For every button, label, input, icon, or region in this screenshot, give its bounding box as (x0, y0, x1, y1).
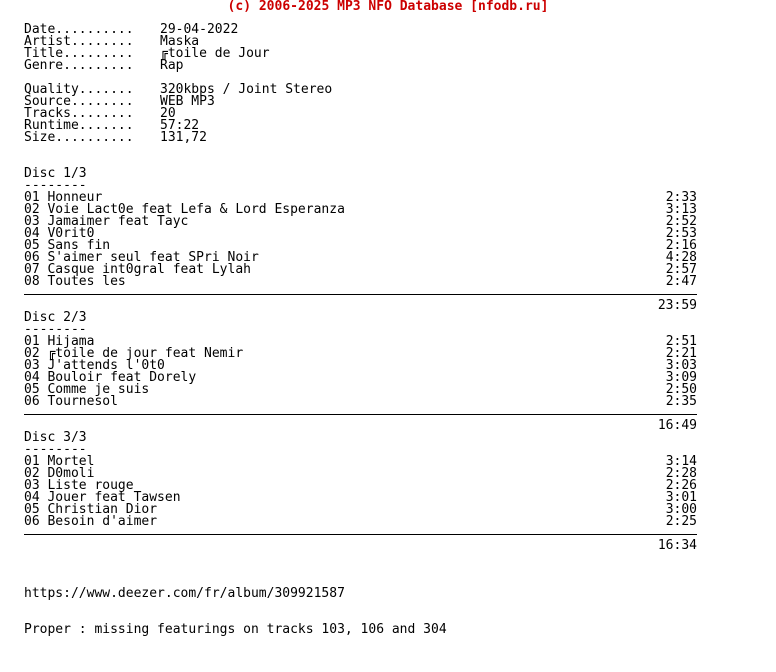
disc-total-row (24, 420, 704, 432)
nfodb-copyright-header: (c) 2006-2025 MP3 NFO Database [nfodb.ru] (227, 0, 549, 14)
info-value: 320kbps / Joint Stereo (160, 82, 333, 97)
info-key: Quality....... (24, 82, 134, 97)
track-row (24, 264, 704, 276)
track-name: 01 Mortel (24, 454, 95, 469)
track-time: 2:33 (665, 190, 697, 205)
info-row-size (24, 132, 704, 144)
track-time: 2:53 (665, 226, 697, 241)
track-name: 06 Tournesol (24, 394, 118, 409)
album-url: https://www.deezer.com/fr/album/309921587 (24, 586, 345, 601)
track-name: 05 Christian Dior (24, 502, 158, 517)
info-key: Genre......... (24, 58, 134, 73)
info-key: Date.......... (24, 22, 134, 37)
track-time: 2:57 (665, 262, 697, 277)
track-name: 02 D0moli (24, 466, 95, 481)
track-name: 08 Toutes les (24, 274, 126, 289)
track-time: 2:28 (665, 466, 697, 481)
track-name: 04 V0rit0 (24, 226, 95, 241)
disc-title: Disc 2/3 (24, 310, 87, 325)
track-name: 05 Comme je suis (24, 382, 150, 397)
track-time: 3:09 (665, 370, 697, 385)
separator-line (24, 288, 704, 300)
track-time: 3:13 (665, 202, 697, 217)
track-name: 06 S'aimer seul feat SPri Noir (24, 250, 259, 265)
track-name: 05 Sans fin (24, 238, 111, 253)
track-row (24, 276, 704, 288)
disc-title-underline: -------- (24, 322, 87, 337)
track-row (24, 396, 704, 408)
disc-total-row (24, 300, 704, 312)
info-key: Size.......... (24, 130, 134, 145)
track-time: 2:47 (665, 274, 697, 289)
track-time: 2:21 (665, 346, 697, 361)
track-name: 06 Besoin d'aimer (24, 514, 158, 529)
info-value: 57:22 (160, 118, 200, 133)
track-name: 03 Liste rouge (24, 478, 134, 493)
disc-title: Disc 1/3 (24, 166, 87, 181)
track-time: 3:01 (665, 490, 697, 505)
track-name: 07 Casque int0gral feat Lylah (24, 262, 251, 277)
info-key: Runtime....... (24, 118, 134, 133)
track-name: 04 Jouer feat Tawsen (24, 490, 181, 505)
disc-title-underline: -------- (24, 178, 87, 193)
info-value: 20 (160, 106, 176, 121)
track-time: 4:28 (665, 250, 697, 265)
info-value: 29-04-2022 (160, 22, 239, 37)
track-time: 2:26 (665, 478, 697, 493)
track-time: 2:51 (665, 334, 697, 349)
track-name: 02 ╔toile de jour feat Nemir (24, 346, 244, 361)
disc-total-time: 23:59 (657, 298, 697, 313)
info-value: WEB MP3 (160, 94, 215, 109)
track-name: 01 Hijama (24, 334, 95, 349)
info-value: 131,72 (160, 130, 207, 145)
spacer (24, 564, 704, 576)
info-key: Tracks........ (24, 106, 134, 121)
track-name: 01 Honneur (24, 190, 103, 205)
track-time: 3:03 (665, 358, 697, 373)
track-name: 04 Bouloir feat Dorely (24, 370, 197, 385)
track-row (24, 456, 704, 468)
track-time: 3:00 (665, 502, 697, 517)
track-time: 2:52 (665, 214, 697, 229)
track-row (24, 384, 704, 396)
proper-note: Proper : missing featurings on tracks 103, 106 and 304 (24, 622, 447, 637)
separator-line (24, 408, 704, 420)
info-key: Artist........ (24, 34, 134, 49)
spacer (24, 156, 704, 168)
disc-title-underline: -------- (24, 442, 87, 457)
track-name: 02 Voie Lact0e feat Lefa & Lord Esperanza (24, 202, 345, 217)
info-row-genre (24, 60, 704, 72)
info-value: ╔toile de Jour (160, 46, 270, 61)
track-row (24, 516, 704, 528)
spacer (24, 600, 704, 612)
disc-total-time: 16:34 (657, 538, 697, 553)
spacer (24, 144, 704, 156)
track-time: 3:14 (665, 454, 697, 469)
track-time: 2:35 (665, 394, 697, 409)
track-time: 2:50 (665, 382, 697, 397)
track-row (24, 228, 704, 240)
separator-line (24, 528, 704, 540)
disc-total-row (24, 540, 704, 552)
track-row (24, 216, 704, 228)
track-name: 03 Jamaimer feat Tayc (24, 214, 189, 229)
info-value: Maska (160, 34, 200, 49)
info-key: Source........ (24, 94, 134, 109)
disc-title: Disc 3/3 (24, 430, 87, 445)
track-time: 2:25 (665, 514, 697, 529)
spacer (24, 552, 704, 564)
info-key: Title......... (24, 46, 134, 61)
disc-total-time: 16:49 (657, 418, 697, 433)
track-time: 2:16 (665, 238, 697, 253)
nfo-body (24, 24, 704, 636)
track-name: 03 J'attends l'0t0 (24, 358, 165, 373)
info-value: Rap (160, 58, 184, 73)
